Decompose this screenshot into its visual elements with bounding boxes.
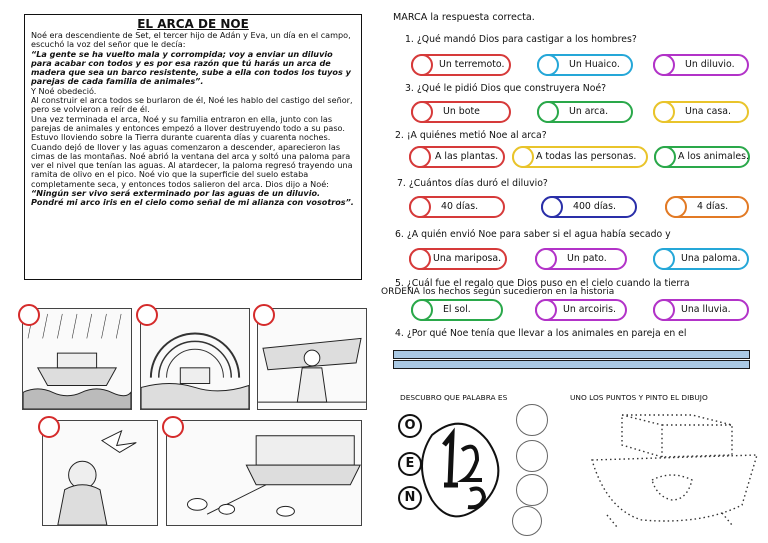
radio-circle bbox=[665, 196, 687, 218]
ordena-instruction: ORDENA los hechos según sucedieron en la historia bbox=[381, 287, 615, 297]
builder-icon bbox=[258, 309, 366, 409]
radio-circle bbox=[541, 196, 563, 218]
story-paragraph: Y Noé obedeció. bbox=[31, 85, 97, 96]
q1-option-diluvio[interactable] bbox=[653, 54, 749, 76]
q6-option-paloma[interactable] bbox=[653, 248, 749, 270]
puzzle-letter-n: N bbox=[398, 486, 422, 510]
instructions: MARCA la respuesta correcta. bbox=[393, 12, 535, 23]
q6-option-pato[interactable] bbox=[535, 248, 627, 270]
radio-circle bbox=[535, 299, 557, 321]
radio-circle bbox=[653, 101, 675, 123]
q7-option-40[interactable] bbox=[409, 196, 505, 218]
option-label: Un bote bbox=[443, 106, 480, 117]
radio-circle bbox=[409, 248, 431, 270]
picture-noah-dove bbox=[42, 420, 158, 526]
option-label: Un arcoiris. bbox=[563, 304, 616, 315]
order-circle-2[interactable] bbox=[136, 304, 158, 326]
story-quote-text: “La gente se ha vuelto mala y corrompida; voy a enviar un diluvio para acabar con todos y es por esa razón que tú harás un arca de madera que sea un barco resistente, sube a ella con todos los tuyos y parejas de cada familia de animales”. bbox=[31, 48, 351, 87]
puzzle-letter-o: O bbox=[398, 414, 422, 438]
story-paragraph bbox=[31, 31, 355, 50]
question-7: 7. ¿Cuántos días duró el diluvio? bbox=[397, 178, 548, 189]
question-3: 3. ¿Qué le pidió Dios que construyera Noé? bbox=[405, 83, 607, 94]
answer-line-2[interactable] bbox=[393, 360, 750, 369]
picture-animals-boarding bbox=[166, 420, 362, 526]
story-text: Noé era descendiente de Set, el tercer hijo de Adán y Eva, un día en el campo, escuchó la voz del señor que le decía: bbox=[31, 30, 351, 50]
q7-option-400[interactable] bbox=[541, 196, 637, 218]
question-4: 4. ¿Por qué Noe tenía que llevar a los animales en pareja en el bbox=[395, 328, 687, 339]
puzzle-letter-e: E bbox=[398, 452, 422, 476]
q7-option-4[interactable] bbox=[665, 196, 749, 218]
radio-circle bbox=[653, 248, 675, 270]
q3-option-casa[interactable] bbox=[653, 101, 749, 123]
q6-option-mariposa[interactable] bbox=[409, 248, 507, 270]
answer-circle-3[interactable] bbox=[516, 474, 548, 506]
ark-in-rain-icon bbox=[23, 309, 131, 409]
option-label: Un Huaico. bbox=[569, 59, 620, 70]
dot-to-dot-ark[interactable] bbox=[582, 405, 762, 530]
option-label: A los animales. bbox=[678, 151, 750, 162]
story-paragraph: Estuvo lloviendo sobre la Tierra durante cuarenta días y cuarenta noches. bbox=[31, 132, 331, 143]
option-label: Una lluvia. bbox=[681, 304, 731, 315]
option-label: Una mariposa. bbox=[433, 253, 502, 264]
story-text: Cuando dejó de llover y las aguas comenzaron a descender, aparecieron las cimas de las montañas. Noé abrió la ventana del arca y soltó una paloma para ver el nivel que tenían las aguas. Al atardecer, la paloma regresó trayendo una ramita de olivo en el pico. Noé vio que la superficie del suelo estaba completamente seca, y entonces todos salieron del arca. Dios dijo a Noé: bbox=[31, 141, 353, 189]
dotted-ark-icon bbox=[582, 405, 762, 530]
story-quote-text: “Ningún ser vivo será exterminado por las aguas de un diluvio. Pondré mi arco iris en el cielo como señal de mi alianza con vosotros”. bbox=[31, 188, 354, 208]
dove-icon bbox=[43, 421, 157, 525]
radio-circle bbox=[411, 54, 433, 76]
option-label: Un arca. bbox=[569, 106, 609, 117]
order-circle-3[interactable] bbox=[253, 304, 275, 326]
rainbow-icon bbox=[141, 309, 249, 409]
q5-option-lluvia[interactable] bbox=[653, 299, 749, 321]
question-5: 5. ¿Cuál fue el regalo que Dios puso en el cielo cuando la tierra bbox=[395, 278, 690, 289]
q5-option-sol[interactable] bbox=[411, 299, 503, 321]
option-label: A las plantas. bbox=[435, 151, 499, 162]
q1-option-terremoto[interactable] bbox=[411, 54, 511, 76]
question-2: 2. ¡A quiénes metió Noe al arca? bbox=[395, 130, 547, 141]
radio-circle bbox=[411, 101, 433, 123]
answer-circle-4[interactable] bbox=[512, 506, 542, 536]
option-label: A todas las personas. bbox=[536, 151, 637, 162]
radio-circle bbox=[512, 146, 534, 168]
answer-line-1[interactable] bbox=[393, 350, 750, 359]
order-circle-1[interactable] bbox=[18, 304, 40, 326]
order-circle-4[interactable] bbox=[38, 416, 60, 438]
radio-circle bbox=[654, 146, 676, 168]
q5-option-arcoiris[interactable] bbox=[535, 299, 627, 321]
picture-rainbow bbox=[140, 308, 250, 410]
story-quote bbox=[31, 50, 355, 87]
order-circle-5[interactable] bbox=[162, 416, 184, 438]
picture-flood-ark bbox=[22, 308, 132, 410]
radio-circle bbox=[535, 248, 557, 270]
option-label: Una paloma. bbox=[681, 253, 741, 264]
option-label: 400 días. bbox=[573, 201, 617, 212]
story-paragraph: Al construir el arca todos se burlaron de él, Noé les hablo del castigo del señor, pero se volvieron a reír de él. bbox=[31, 95, 353, 115]
descubro-label: DESCUBRO QUE PALABRA ES bbox=[400, 393, 508, 402]
answer-circle-2[interactable] bbox=[516, 440, 548, 472]
story-box bbox=[24, 14, 362, 280]
radio-circle bbox=[537, 54, 559, 76]
q2-option-personas[interactable] bbox=[512, 146, 648, 168]
story-paragraph bbox=[31, 143, 355, 208]
question-6: 6. ¿A quién envió Noe para saber si el agua había secado y bbox=[395, 229, 671, 240]
q1-option-huaico[interactable] bbox=[537, 54, 633, 76]
radio-circle bbox=[537, 101, 559, 123]
option-label: El sol. bbox=[443, 304, 471, 315]
option-label: Un pato. bbox=[567, 253, 607, 264]
option-label: Un terremoto. bbox=[439, 59, 505, 70]
q3-option-arca[interactable] bbox=[537, 101, 633, 123]
radio-circle bbox=[409, 146, 431, 168]
answer-circle-1[interactable] bbox=[516, 404, 548, 436]
radio-circle bbox=[653, 299, 675, 321]
option-label: 40 días. bbox=[441, 201, 479, 212]
q2-option-plantas[interactable] bbox=[409, 146, 505, 168]
radio-circle bbox=[411, 299, 433, 321]
option-label: 4 días. bbox=[697, 201, 729, 212]
q2-option-animales[interactable] bbox=[654, 146, 750, 168]
radio-circle bbox=[409, 196, 431, 218]
radio-circle bbox=[653, 54, 675, 76]
question-1: 1. ¿Qué mandó Dios para castigar a los hombres? bbox=[405, 34, 637, 45]
picture-building-ark bbox=[257, 308, 367, 410]
story-title: EL ARCA DE NOE bbox=[137, 17, 249, 31]
uno-label: UNO LOS PUNTOS Y PINTO EL DIBUJO bbox=[570, 393, 708, 402]
story-paragraph: Una vez terminada el arca, Noé y su familia entraron en ella, junto con las parejas de animales y entonces empezó a llover destruyendo todo a su paso. bbox=[31, 113, 345, 133]
q3-option-bote[interactable] bbox=[411, 101, 511, 123]
animals-icon bbox=[167, 421, 361, 525]
option-label: Un diluvio. bbox=[685, 59, 735, 70]
option-label: Una casa. bbox=[685, 106, 732, 117]
